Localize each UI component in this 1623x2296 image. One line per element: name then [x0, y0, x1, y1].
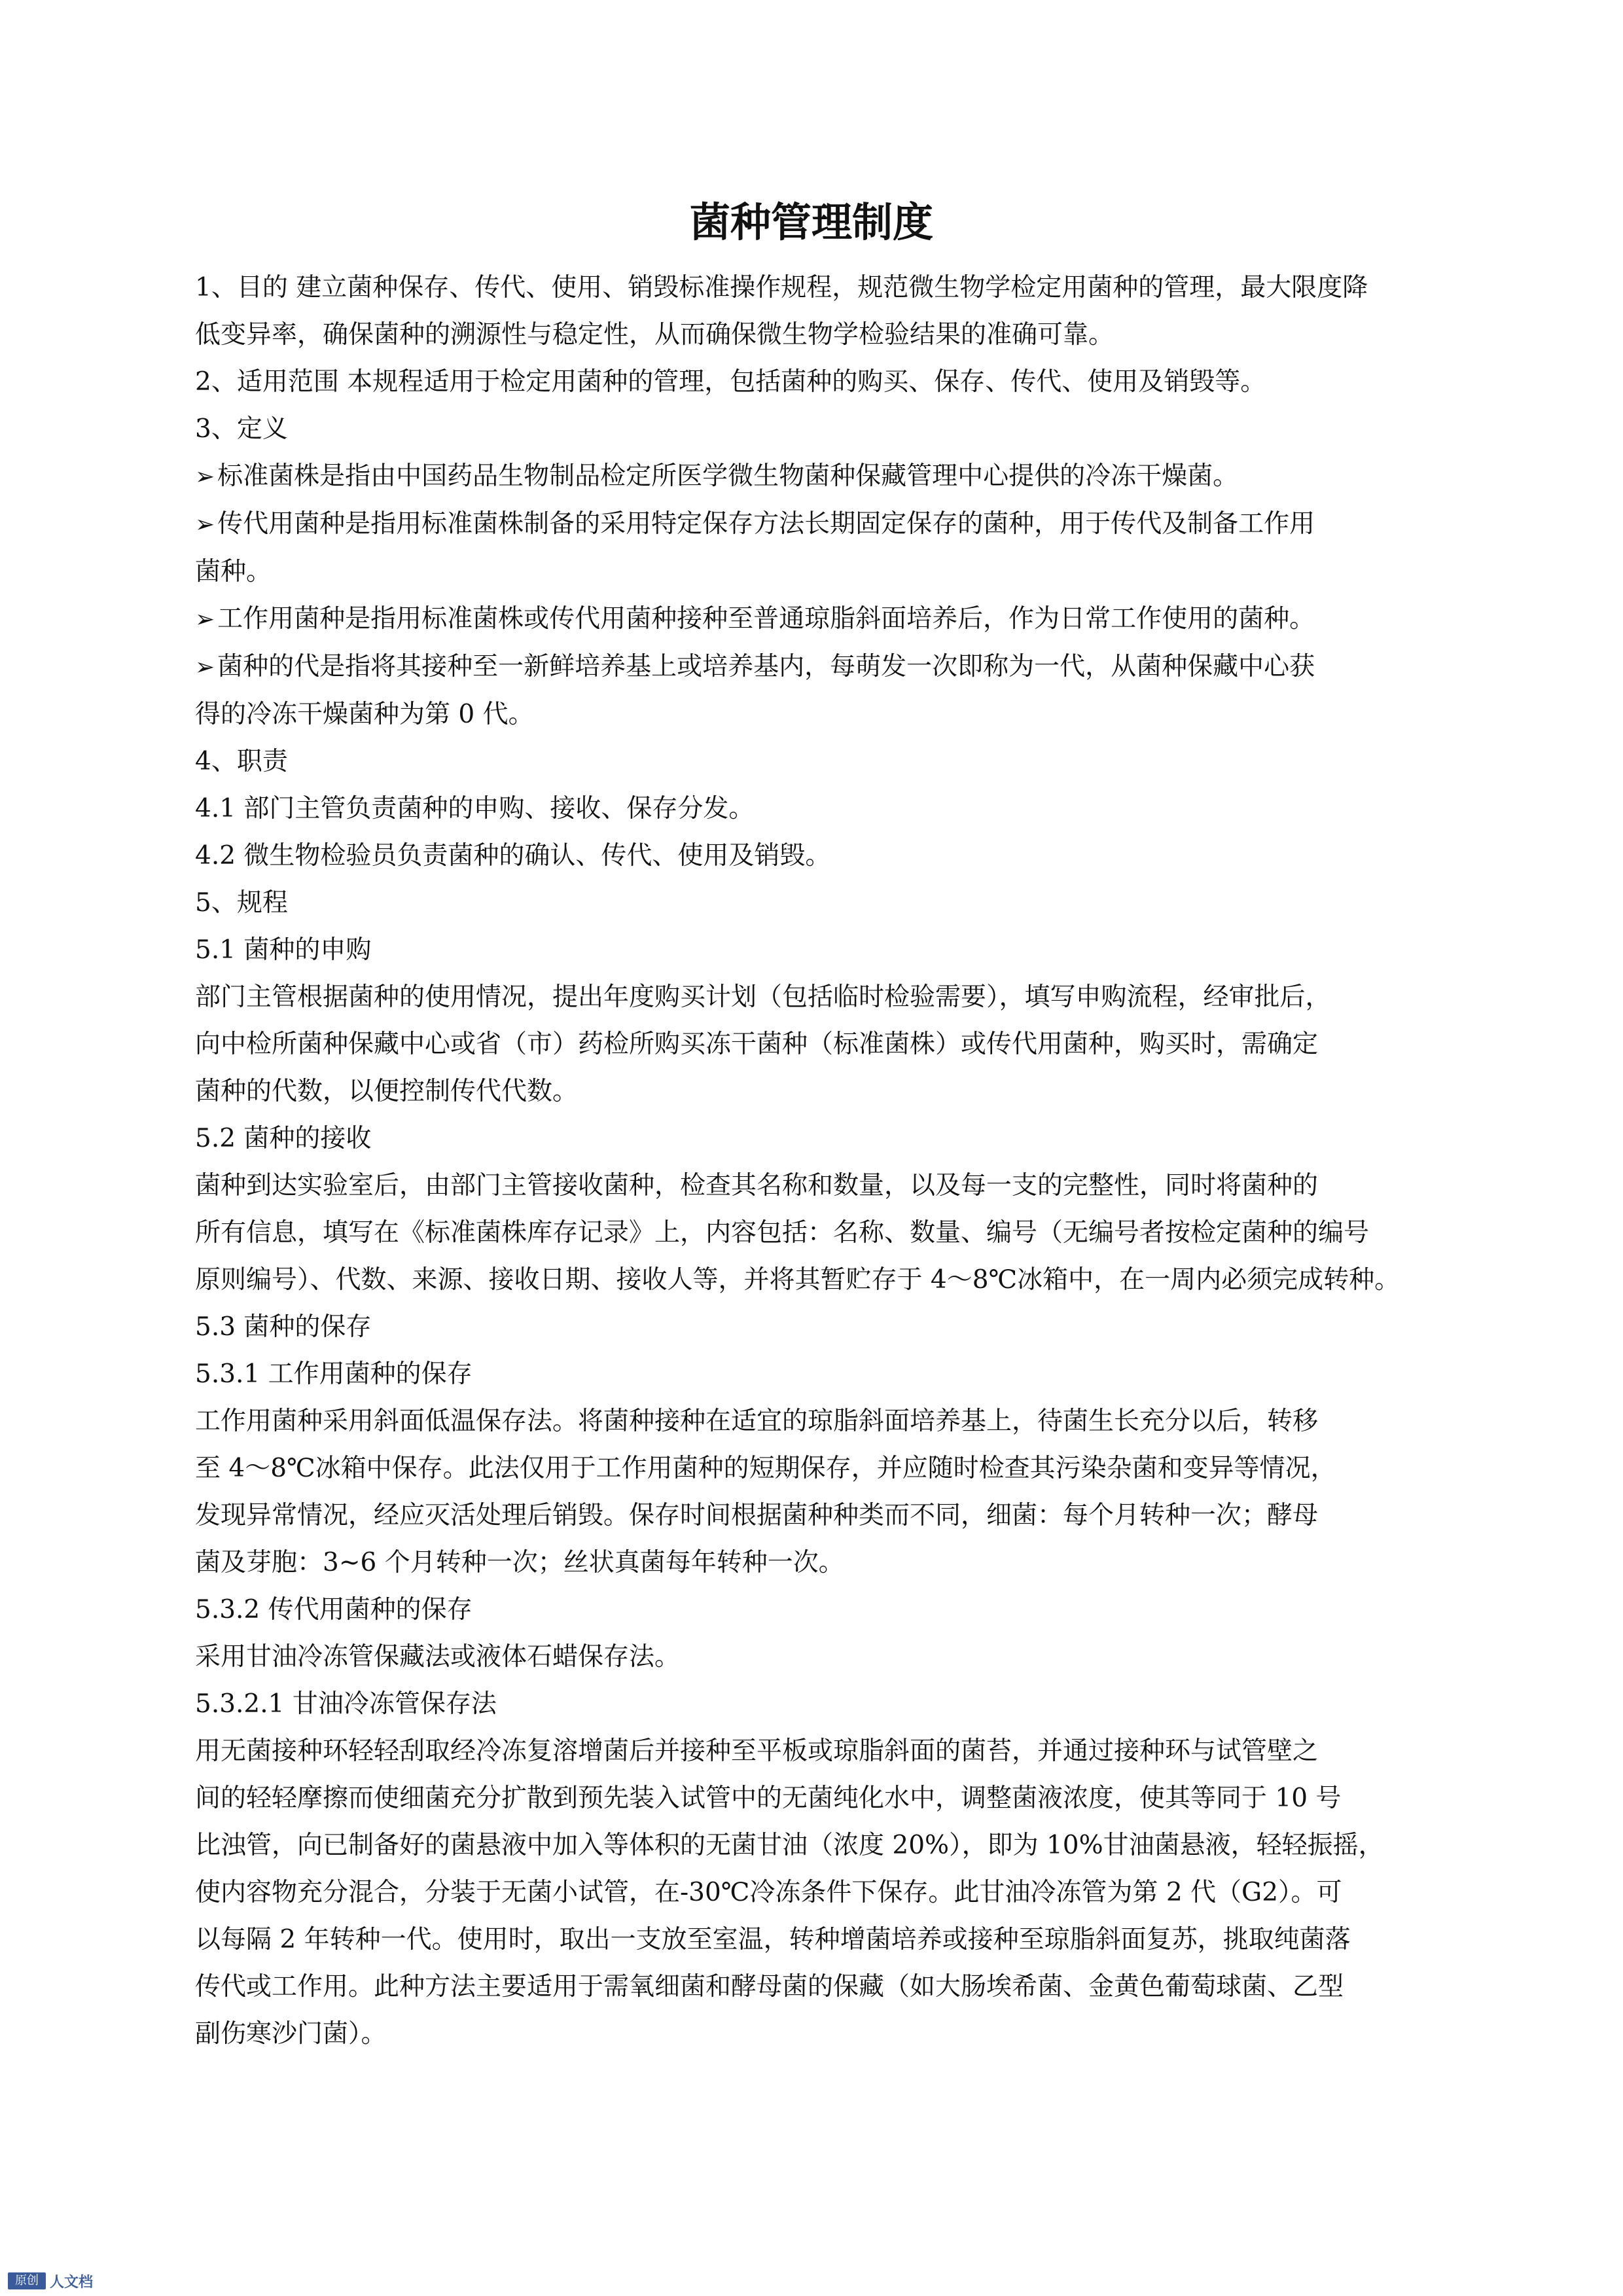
- paragraph-line: 副伤寒沙门菌）。: [195, 2019, 387, 2049]
- document-body: [195, 264, 1478, 2058]
- paragraph-line: 菌种的代数，以便控制传代代数。: [195, 1077, 579, 1106]
- watermark-text: 人文档: [50, 2274, 94, 2291]
- paragraph-line: 2、适用范围 本规程适用于检定用菌种的管理，包括菌种的购买、保存、传代、使用及销毁等。: [195, 367, 1266, 397]
- paragraph-line: 使内容物充分混合，分装于无菌小试管，在-30℃冷冻条件下保存。此甘油冷冻管为第 2 代（G2）。可: [195, 1878, 1342, 1907]
- document-title: 菌种管理制度: [689, 198, 933, 246]
- paragraph-line: 传代或工作用。此种方法主要适用于需氧细菌和酵母菌的保藏（如大肠埃希菌、金黄色葡萄球菌、乙型: [195, 1972, 1344, 2001]
- paragraph-line: 5.3.2.1 甘油冷冻管保存法: [195, 1689, 497, 1719]
- paragraph-line: 比浊管，向已制备好的菌悬液中加入等体积的无菌甘油（浓度 20%），即为 10%甘油菌悬液，轻轻振摇，: [195, 1831, 1384, 1860]
- paragraph-line: 采用甘油冷冻管保藏法或液体石蜡保存法。: [195, 1642, 681, 1672]
- paragraph-line: 5.1 菌种的申购: [195, 935, 372, 965]
- paragraph-line: 菌种。: [195, 557, 272, 586]
- paragraph-line: 4.1 部门主管负责菌种的申购、接收、保存分发。: [195, 794, 755, 823]
- paragraph-line: 5.3.2 传代用菌种的保存: [195, 1595, 473, 1624]
- paragraph-line: 工作用菌种采用斜面低温保存法。将菌种接种在适宜的琼脂斜面培养基上，待菌生长充分以后，转移: [195, 1407, 1319, 1436]
- paragraph-line: 菌及芽胞：3~6 个月转种一次；丝状真菌每年转种一次。: [195, 1548, 844, 1577]
- paragraph-line: 4.2 微生物检验员负责菌种的确认、传代、使用及销毁。: [195, 841, 831, 870]
- paragraph-line: 低变异率，确保菌种的溯源性与稳定性，从而确保微生物学检验结果的准确可靠。: [195, 320, 1115, 350]
- paragraph-line: 5.3 菌种的保存: [195, 1312, 372, 1342]
- watermark-logo: [8, 2271, 93, 2291]
- paragraph-line: 4、职责: [195, 747, 288, 776]
- paragraph-line: 原则编号）、代数、来源、接收日期、接收人等，并将其暂贮存于 4～8℃冰箱中，在一周内必须完成转种。: [195, 1265, 1400, 1295]
- paragraph-line: 用无菌接种环轻轻刮取经冷冻复溶增菌后并接种至平板或琼脂斜面的菌苔，并通过接种环与试管壁之: [195, 1736, 1319, 1766]
- paragraph-line: 菌种到达实验室后，由部门主管接收菌种，检查其名称和数量，以及每一支的完整性，同时将菌种的: [195, 1171, 1319, 1200]
- paragraph-line: 1、目的 建立菌种保存、传代、使用、销毁标准操作规程，规范微生物学检定用菌种的管理，最大限度降: [195, 273, 1368, 302]
- paragraph-line: 所有信息，填写在《标准菌株库存记录》上，内容包括：名称、数量、编号（无编号者按检定菌种的编号: [195, 1218, 1370, 1247]
- paragraph-line: 向中检所菌种保藏中心或省（市）药检所购买冻干菌种（标准菌株）或传代用菌种，购买时，需确定: [195, 1030, 1319, 1059]
- bullet-item: ➢ 工作用菌种是指用标准菌株或传代用菌种接种至普通琼脂斜面培养后，作为日常工作使用的菌种。: [195, 596, 1478, 643]
- paragraph-line: 3、定义: [195, 414, 288, 444]
- watermark-badge: 原创: [8, 2272, 46, 2289]
- bullet-item: ➢ 传代用菌种是指用标准菌株制备的采用特定保存方法长期固定保存的菌种，用于传代及制备工作用: [195, 501, 1478, 548]
- bullet-item: ➢ 菌种的代是指将其接种至一新鲜培养基上或培养基内，每萌发一次即称为一代，从菌种保藏中心获: [195, 643, 1478, 691]
- paragraph-line: 5.2 菌种的接收: [195, 1124, 372, 1153]
- paragraph-line: 至 4～8℃冰箱中保存。此法仅用于工作用菌种的短期保存，并应随时检查其污染杂菌和变异等情况，: [195, 1454, 1336, 1483]
- paragraph-line: 发现异常情况，经应灭活处理后销毁。保存时间根据菌种种类而不同，细菌：每个月转种一次；酵母: [195, 1501, 1319, 1530]
- paragraph-line: 得的冷冻干燥菌种为第 0 代。: [195, 700, 534, 729]
- paragraph-line: 以每隔 2 年转种一代。使用时，取出一支放至室温，转种增菌培养或接种至琼脂斜面复苏，挑取纯菌落: [195, 1925, 1351, 1954]
- paragraph-line: 5、规程: [195, 888, 288, 918]
- paragraph-line: 部门主管根据菌种的使用情况，提出年度购买计划（包括临时检验需要），填写申购流程，经审批后，: [195, 982, 1331, 1012]
- paragraph-line: 间的轻轻摩擦而使细菌充分扩散到预先装入试管中的无菌纯化水中，调整菌液浓度，使其等同于 10 号: [195, 1784, 1342, 1813]
- bullet-item: ➢ 标准菌株是指由中国药品生物制品检定所医学微生物菌种保藏管理中心提供的冷冻干燥菌。: [195, 453, 1478, 501]
- paragraph-line: 5.3.1 工作用菌种的保存: [195, 1359, 473, 1389]
